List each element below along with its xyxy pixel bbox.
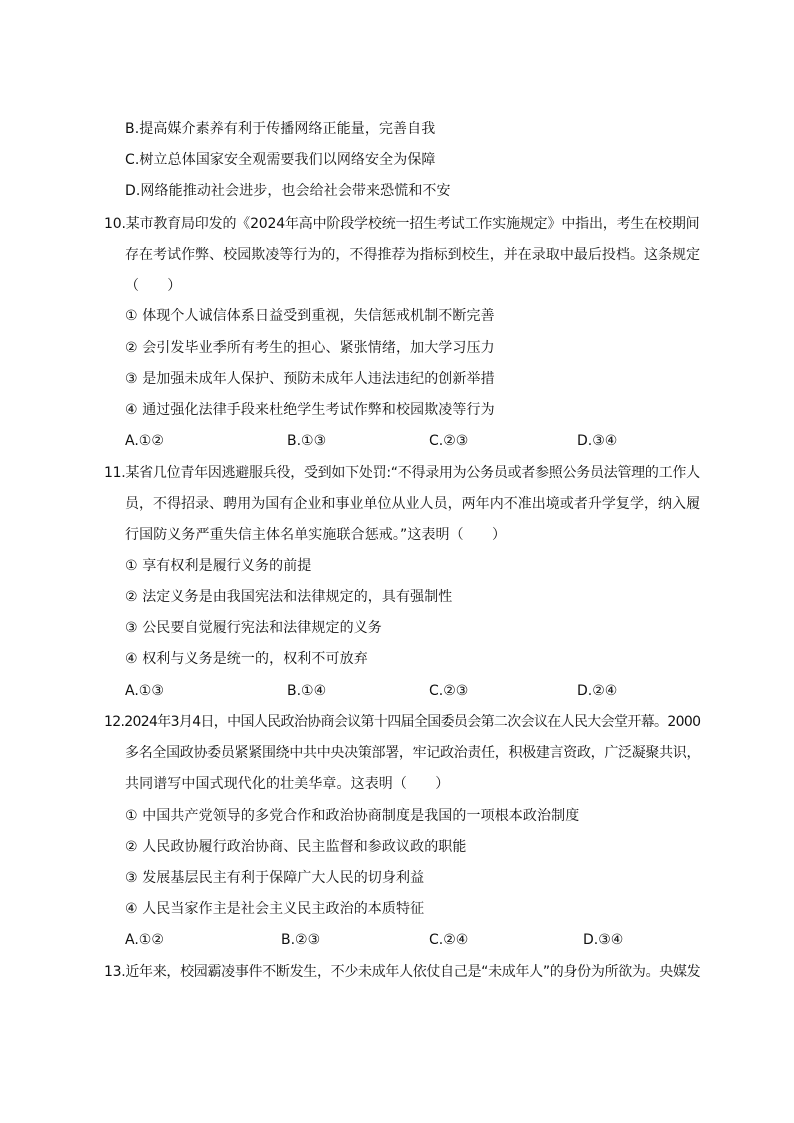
q10-statement-2: ② 会引发毕业季所有考生的担心、紧张情绪，加大学习压力 (125, 340, 495, 356)
q10-choice-c: C.②③ (429, 433, 469, 449)
q12-choice-c: C.②④ (429, 932, 469, 948)
q9-option-b: B.提高媒介素养有利于传播网络正能量，完善自我 (125, 121, 436, 137)
q10-stem-line-3: （ ） (125, 278, 182, 294)
q11-statement-3: ③ 公民要自觉履行宪法和法律规定的义务 (125, 620, 382, 636)
q11-choice-c: C.②③ (429, 683, 469, 699)
q10-statement-3: ③ 是加强未成年人保护、预防未成年人违法违纪的创新举措 (125, 371, 495, 387)
q10-choice-d: D.③④ (577, 433, 618, 449)
q12-statement-1: ① 中国共产党领导的多党合作和政治协商制度是我国的一项根本政治制度 (125, 808, 580, 824)
q13-stem-line-1: 13.近年来，校园霸凌事件不断发生，不少未成年人依仗自己是“未成年人”的身份为所欲为。央媒发 (104, 964, 701, 980)
q11-stem-line-3: 行国防义务严重失信主体名单实施联合惩戒。”这表明（ ） (125, 527, 507, 543)
q10-stem-line-2: 存在考试作弊、校园欺凌等行为的，不得推荐为指标到校生，并在录取中最后投档。这条规定 (125, 247, 701, 263)
q12-choice-b: B.②③ (281, 932, 321, 948)
q11-choice-a: A.①③ (125, 683, 164, 699)
q10-choice-b: B.①③ (287, 433, 327, 449)
q11-choice-b: B.①④ (287, 683, 327, 699)
q11-statement-1: ① 享有权利是履行义务的前提 (125, 558, 312, 574)
q9-option-d: D.网络能推动社会进步，也会给社会带来恐慌和不安 (125, 183, 451, 199)
q12-statement-4: ④ 人民当家作主是社会主义民主政治的本质特征 (125, 901, 425, 917)
q10-choice-a: A.①② (125, 433, 164, 449)
q12-stem-line-3: 共同谱写中国式现代化的壮美华章。这表明（ ） (125, 776, 450, 792)
q9-option-c: C.树立总体国家安全观需要我们以网络安全为保障 (125, 152, 436, 168)
q12-statement-2: ② 人民政协履行政治协商、民主监督和参政议政的职能 (125, 839, 467, 855)
q10-statement-4: ④ 通过强化法律手段来杜绝学生考试作弊和校园欺凌等行为 (125, 402, 495, 418)
q11-stem-line-2: 员，不得招录、聘用为国有企业和事业单位从业人员，两年内不准出境或者升学复学，纳入履 (125, 496, 701, 512)
q12-stem-line-2: 多名全国政协委员紧紧围绕中共中央决策部署，牢记政治责任，积极建言资政，广泛凝聚共识， (125, 745, 701, 761)
q10-statement-1: ① 体现个人诚信体系日益受到重视，失信惩戒机制不断完善 (125, 308, 495, 324)
q11-choice-d: D.②④ (577, 683, 618, 699)
q12-choice-d: D.③④ (583, 932, 624, 948)
q10-stem-line-1: 10.某市教育局印发的《2024年高中阶段学校统一招生考试工作实施规定》中指出，考生在校期间 (104, 216, 700, 232)
q12-statement-3: ③ 发展基层民主有利于保障广大人民的切身利益 (125, 870, 425, 886)
q11-stem-line-1: 11.某省几位青年因逃避服兵役，受到如下处罚:“不得录用为公务员或者参照公务员法管理的工作人 (104, 465, 700, 481)
q12-choice-a: A.①② (125, 932, 164, 948)
q11-statement-4: ④ 权利与义务是统一的，权利不可放弃 (125, 651, 368, 667)
q12-stem-line-1: 12.2024年3月4日，中国人民政治协商会议第十四届全国委员会第二次会议在人民大会堂开幕。2000 (104, 714, 701, 730)
q11-statement-2: ② 法定义务是由我国宪法和法律规定的，具有强制性 (125, 589, 453, 605)
